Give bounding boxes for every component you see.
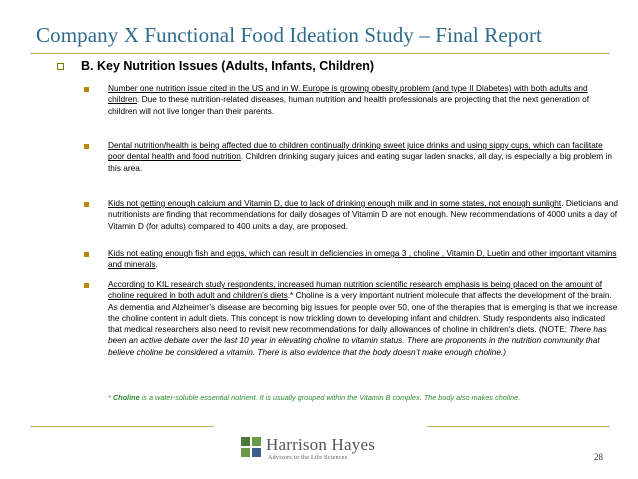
bullet-2-underlined: Dental nutrition/health is being affected due to children continually drinking sweet juice drinks and using sippy cups, which can facilitate poor dental health and food nutrition [108,140,603,162]
bullet-item-4 [108,248,618,271]
title-divider [30,53,610,54]
footer-divider-right [427,426,610,427]
harrison-hayes-logo [238,434,408,464]
bullet-icon [84,87,89,92]
section-bullet-icon [57,63,64,70]
bullet-1-underlined: Number one nutrition issue cited in the US and in W. Europe is growing obesity problem (and type II Diabetes) with both adults and children [108,83,588,105]
bullet-1-text: . Due to these nutrition-related diseases, human nutrition and health professionals are projecting that the next generation of children will not live longer than their parents. [108,94,590,116]
bullet-icon [84,252,89,257]
bullet-icon [84,144,89,149]
slide-title: Company X Functional Food Ideation Study – Final Report [36,23,542,47]
bullet-icon [84,202,89,207]
footnote-term: Choline [112,393,140,402]
footnote-star: * [108,393,113,402]
bullet-item-5 [108,279,618,358]
bullet-item-1 [108,83,618,117]
bullet-2-text: . Children drinking sugary juices and eating sugar laden snacks, all day, is especially a big problem in this area. [108,151,612,173]
bullet-5-note: There has been an active debate over the last 10 year in elevating choline to vitamin status. There are proponents in the nutrition community that believe choline be considered a vitamin. There is also evidence that the body doesn’t make enough choline.) [108,324,607,357]
bullet-icon [84,283,89,288]
footnote-text: is a water-soluble essential nutrient. It is usually grouped within the Vitamin B complex. The body also makes choline. [139,393,521,402]
bullet-4-underlined: Kids not eating enough fish and eggs, which can result in deficiencies in omega 3 , choline , Vitamin D, Luetin and other important vitamins and minerals [108,248,617,270]
bullet-3-underlined: Kids not getting enough calcium and Vitamin D, due to lack of drinking enough milk and in some states, not enough sunlight [108,198,562,208]
logo-name: Harrison Hayes [266,435,376,454]
section-heading: B. Key Nutrition Issues (Adults, Infants, Children) [81,59,375,73]
bullet-5-underlined: According to KIL research study respondents, increased human nutrition scientific research emphasis is being placed on the amount of choline required in both adult and children’s diets [108,279,603,301]
bullet-item-2 [108,140,618,174]
logo-mark-icon [240,436,264,460]
page-number: 28 [594,452,603,462]
footnote [108,393,618,403]
bullet-item-3 [108,198,618,232]
bullet-4-text: . [155,259,158,270]
bullet-3-text: . Dieticians and nutritionists are finding that recommendations for daily dosages of Vitamin D are not enough. New recommendations of 4000 units a day of Vitamin D (for adults) compared to 400 units a day, are proposed. [108,198,618,231]
bullet-5-text: .* Choline is a very important nutrient molecule that affects the development of the brain. As dementia and Alzheimer’s disease are becoming big issues for people over 50, one of the therapies that is emerging is that we increase the choline content in adult diets. This concept is now trickling down to developing infant and children. Study respondents also indicated that medical researchers also need to revisit new recommendations for daily allowances of choline in children's diets. (NOTE: [108,290,618,335]
logo-tagline: Advisors to the Life Sciences [268,455,348,461]
footer-divider-left [30,426,214,427]
